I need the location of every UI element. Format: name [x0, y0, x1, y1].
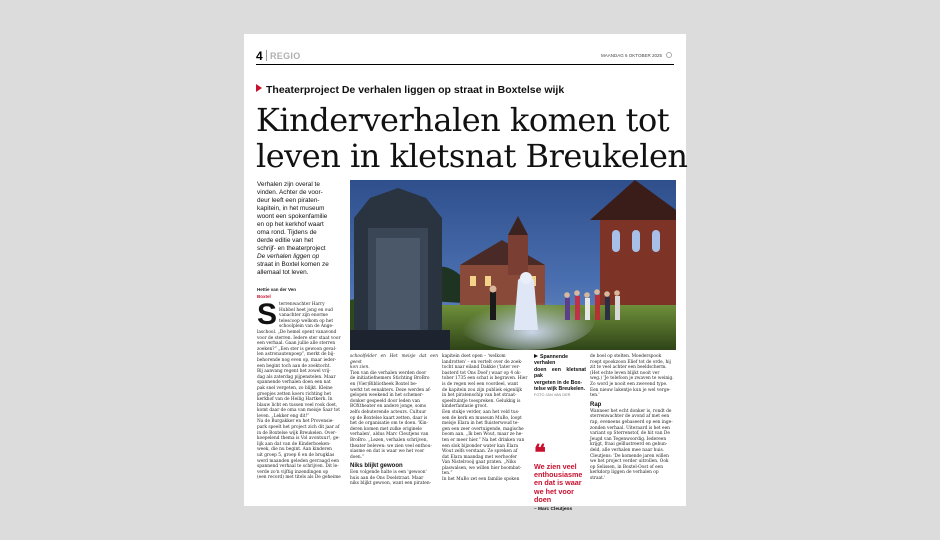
- body-line: en (Vier)Bibliotheek Boxtel be-: [350, 381, 418, 387]
- body-line: sterrenwachter de avond af met een: [590, 414, 670, 420]
- body-line: ten er meer hier.” Na het drinken van: [442, 437, 525, 443]
- body-line: in het piratenschip van het straat-: [442, 393, 517, 399]
- publication-date: MAANDAG 6 OKTOBER 2025: [601, 53, 662, 58]
- body-line: deren komen met zulke originele: [350, 426, 422, 432]
- body-line: (een record) met titels als De geheime: [257, 475, 341, 481]
- body-line: komt daar de oma van meisje Saar tot: [257, 408, 340, 414]
- body-line: kapitein doet open – 'welkom: [442, 354, 506, 359]
- headline: [256, 101, 688, 175]
- body-line: op Selissen, in Boxtel-Oost of een: [590, 464, 663, 470]
- body-line: spannend verhaal te schrijven. Dit le-: [257, 464, 339, 470]
- body-line: dag als zaterdag pijpenstelen. Maar: [257, 374, 336, 380]
- body-line: zit te veel achter een beeldscherm.: [590, 365, 667, 371]
- kicker: [256, 84, 674, 96]
- body-line: niks blijkt gewoon, want een piraten-: [350, 481, 432, 487]
- body-line: Cleutjens: 'De komende jaren willen: [590, 453, 669, 459]
- intro-line: straat in Boxtel komen ze: [257, 261, 329, 268]
- body-line: Hubbel heet jong en oud: [279, 307, 333, 313]
- body-line: zelfs debuterende acteurs. Cultuur: [350, 409, 427, 415]
- article-column-5: [590, 354, 674, 481]
- body-line: ten.': [590, 393, 600, 399]
- pull-quote: [534, 463, 586, 504]
- body-line: het de organisatie om te doen. 'Kin-: [350, 421, 428, 427]
- caption-line: telse wijk Breukelen.: [534, 386, 586, 393]
- body-line: is de regen wel een voordeel, want: [442, 381, 519, 387]
- quote-line: we het voor: [534, 486, 574, 496]
- quote-line: en dat is waar: [534, 478, 582, 488]
- body-line: werkt tot eenakters. Deze werden af-: [350, 387, 431, 393]
- intro-paragraph: [257, 181, 345, 277]
- intro-line: oma rond. Tijdens de: [257, 229, 317, 236]
- body-line: sen de kerk en museum MuBo, loopt: [442, 415, 522, 421]
- body-line: we het project verder uitrollen. Ook: [590, 459, 669, 465]
- body-line: Jeugd van Tegenwoordig. Iedereen: [590, 436, 667, 442]
- body-line: kinderfantasie groot.: [442, 404, 488, 410]
- caption-line: [534, 354, 586, 367]
- body-line: een slok bijzonder water kan Elara: [442, 443, 519, 449]
- byline: Hettie van der Ven: [257, 287, 297, 292]
- body-line: meisje Elara in het fluisterwoud te-: [442, 421, 519, 427]
- body-line: werd maanden geleden gevraagd een: [257, 458, 340, 464]
- article-column-2: [350, 354, 438, 487]
- intro-line: allemaal tot leven.: [257, 269, 309, 276]
- body-line: op de Boxtelse kaart zetten, daar is: [350, 415, 428, 421]
- article-column-1: [257, 298, 345, 481]
- headline-line: leven in kletsnat Breukelen: [256, 137, 688, 175]
- body-line: de kapitein zou zijn publiek eigenlijk: [442, 387, 523, 393]
- body-line: Wanneer het echt donker is, rondt de: [590, 408, 672, 414]
- body-line: variant op Sterrenstof, de hit van De: [590, 431, 670, 437]
- circle-icon: [666, 52, 672, 58]
- body-line: ten.”: [442, 471, 453, 477]
- body-line: gelopen weekend in het schemer-: [350, 393, 424, 399]
- headline-line: Kinderverhalen komen tot: [256, 101, 670, 139]
- triangle-icon: [534, 354, 538, 358]
- body-line: len astronautenpoep”, merkt de bij-: [257, 352, 335, 358]
- body-line: Zo word je nooit een zwevend type.: [590, 381, 668, 387]
- body-line: zonden verhaal. Uiteraard is het een: [590, 425, 670, 431]
- intro-line: schrijf- en theaterproject: [257, 245, 326, 252]
- masthead: [256, 48, 674, 65]
- section-divider: [266, 50, 267, 61]
- body-line: zoeken?” „Een ster is gewoon geval-: [257, 346, 337, 352]
- body-line: plaswalsen, we willen hier boombat-: [442, 465, 522, 471]
- body-line: basterd tot Ons Doel') waar op 4 ok-: [442, 370, 521, 376]
- body-line: siasme en dat is waar we het voor: [350, 449, 425, 455]
- body-line: laschool. „De hemel opent vanavond: [257, 329, 337, 335]
- body-line: telescoop welkom op het: [279, 318, 334, 324]
- body-line: een verhaal. Gaan jullie alle sterren: [257, 341, 336, 347]
- quote-line: We zien veel: [534, 462, 577, 472]
- body-line: schoolfelder en Het meisje dat een geest: [350, 354, 438, 365]
- quote-mark-icon: ❝: [534, 440, 546, 467]
- body-line: pak snel vergeten, zo blijkt. Kleine: [257, 385, 333, 391]
- subheading: Niks blijkt gewoon: [350, 463, 403, 470]
- photo-caption: [534, 354, 586, 392]
- body-line: behorende nog even op, maar ieder-: [257, 357, 337, 363]
- body-line: dat Elara maandag met werhoofer: [442, 454, 517, 460]
- body-line: kon zien.: [350, 365, 370, 371]
- dateline-location: Boxtel: [257, 294, 271, 299]
- intro-line: derde editie van het: [257, 237, 314, 244]
- body-line: kerkhof van de Heilig Hartkerk. In: [257, 397, 333, 403]
- body-line: verde zo'n vijftig inzendingen op: [257, 469, 329, 475]
- body-line: schoolplein van de Ange-: [279, 324, 334, 330]
- body-line: landrotten' – en vertelt over de zoek-: [442, 359, 523, 365]
- body-line: roept spookzoon Elief tot de orde, hij: [590, 359, 671, 365]
- intro-line: vinden. Achter de voor-: [257, 189, 323, 196]
- body-line: krijgt, fraai geïllustreerd en gebun-: [590, 442, 668, 448]
- intro-line: woont een spokenfamilie: [257, 213, 328, 220]
- body-line: groepjes zetten koers richting het: [257, 391, 332, 397]
- quote-line: enthousiasme: [534, 470, 583, 480]
- body-line: in de Boxtelse wijk Breukelen. Over-: [257, 430, 337, 436]
- body-line: blauw licht en tussen veel rook doet,: [257, 402, 338, 408]
- body-line: Tien van die verhalen werden door: [350, 370, 427, 376]
- body-line: gen een zeer overtuigende, magische: [442, 426, 524, 432]
- body-line: park speelt het project zich dit jaar af: [257, 425, 340, 431]
- body-line: een begint toch aan de zoektocht.: [257, 363, 331, 369]
- drop-cap: S: [257, 298, 278, 331]
- body-line: In het MuBo zet een familie spoken: [442, 477, 520, 483]
- body-line: kerkdorp liggen de verhalen op: [590, 470, 659, 476]
- intro-line: en op het kerkhof waart: [257, 221, 324, 228]
- body-line: lijk aan dat van de Kinderboeken-: [257, 441, 331, 447]
- body-line: tober 1735 een schat is begraven. Hier: [442, 376, 528, 382]
- body-line: terrenwachter Harry: [279, 302, 325, 307]
- body-line: koepelend thema is Vol avontuur!, ge-: [257, 436, 340, 442]
- body-line: Een volgende halte is een 'gewoon': [350, 470, 427, 476]
- body-line: verhalen', aldus Marc Cleutjens van: [350, 432, 429, 438]
- body-line: de initiatiefnemers Stichting BroBro: [350, 376, 430, 382]
- article-column-3: [442, 354, 530, 483]
- body-line: Van Nistelrooij gaat praten. „Niks: [442, 460, 516, 466]
- body-line: BOXtheater en andere jonge, soms: [350, 404, 427, 410]
- intro-line: deur leeft een piraten-: [257, 197, 320, 204]
- body-line: Bij aanvang regent het zowel vrij-: [257, 369, 331, 375]
- caption-line: vergeten in de Box-: [534, 379, 583, 386]
- triangle-icon: [256, 84, 262, 92]
- body-line: BroBro. „Lezen, verhalen schrijven,: [350, 437, 428, 443]
- page-number: 4: [256, 49, 263, 63]
- body-line: tocht naar eiland Dakkie ('later ver-: [442, 365, 521, 371]
- article-photo: [350, 180, 676, 350]
- body-line: (Het echte leven blijkt nooit ver: [590, 370, 660, 376]
- photo-credit: FOTO JAN VAN DER: [534, 393, 571, 398]
- caption-text: Spannende verhalen: [534, 354, 568, 367]
- body-line: Een nieuw lakentje kun je wel verge-: [590, 387, 671, 393]
- caption-and-quote-column: [534, 354, 586, 513]
- body-line: vanachter zijn enorme: [279, 313, 328, 319]
- body-line: boom aan. „Ik ben Wout, maar ze he-: [442, 432, 523, 438]
- body-line: huis aan de Ons Doelstraat. Maar: [350, 475, 424, 481]
- quote-line: doen: [534, 494, 552, 504]
- body-line: weg.) 'Je telefoon je zwaven te weinig.: [590, 376, 674, 382]
- body-line: doen.”: [350, 454, 365, 460]
- body-line: week, die nu begint. Aan kinderen: [257, 447, 332, 453]
- body-line: donker gespeeld door leden van: [350, 398, 420, 404]
- quote-attribution: – Marc Cleutjens: [534, 507, 573, 513]
- body-line: theater beleven: we zien veel enthou-: [350, 443, 432, 449]
- body-line: voor de sterren. Iedere ster staat voor: [257, 335, 341, 341]
- body-line: Een stukje verder, aan het veld tus-: [442, 409, 520, 415]
- body-line: straat.': [590, 475, 606, 481]
- intro-line: Verhalen zijn overal te: [257, 181, 320, 188]
- body-line: spannende verhalen doen een nat: [257, 380, 331, 386]
- section-label: REGIO: [270, 51, 301, 61]
- caption-line: doen een kletsnat pak: [534, 366, 586, 380]
- intro-line: De verhalen liggen op: [257, 253, 320, 260]
- intro-line: kapitein, in het museum: [257, 205, 325, 212]
- body-line: leven. „Lekker eng dit!”: [257, 413, 310, 419]
- subheading: Rap: [590, 401, 602, 408]
- newspaper-page: [244, 34, 688, 513]
- body-line: speeltuintje toespreken. Gelukkig is: [442, 398, 521, 404]
- body-line: Wout zelfs verstaan. Ze spreken af: [442, 449, 518, 455]
- body-line: rap, eveneens gebaseerd op een inge-: [590, 419, 673, 425]
- body-line: Na de Burgakker en het Provensie-: [257, 419, 334, 425]
- body-line: uit groep 5, groep 6 en de brugklas: [257, 453, 335, 459]
- body-line: de boel op stelten. Moederspook: [590, 354, 662, 359]
- kicker-text: Theaterproject De verhalen liggen op straat in Boxtelse wijk: [266, 84, 565, 96]
- body-line: deld, alle verhalen mee naar huis.: [590, 447, 665, 453]
